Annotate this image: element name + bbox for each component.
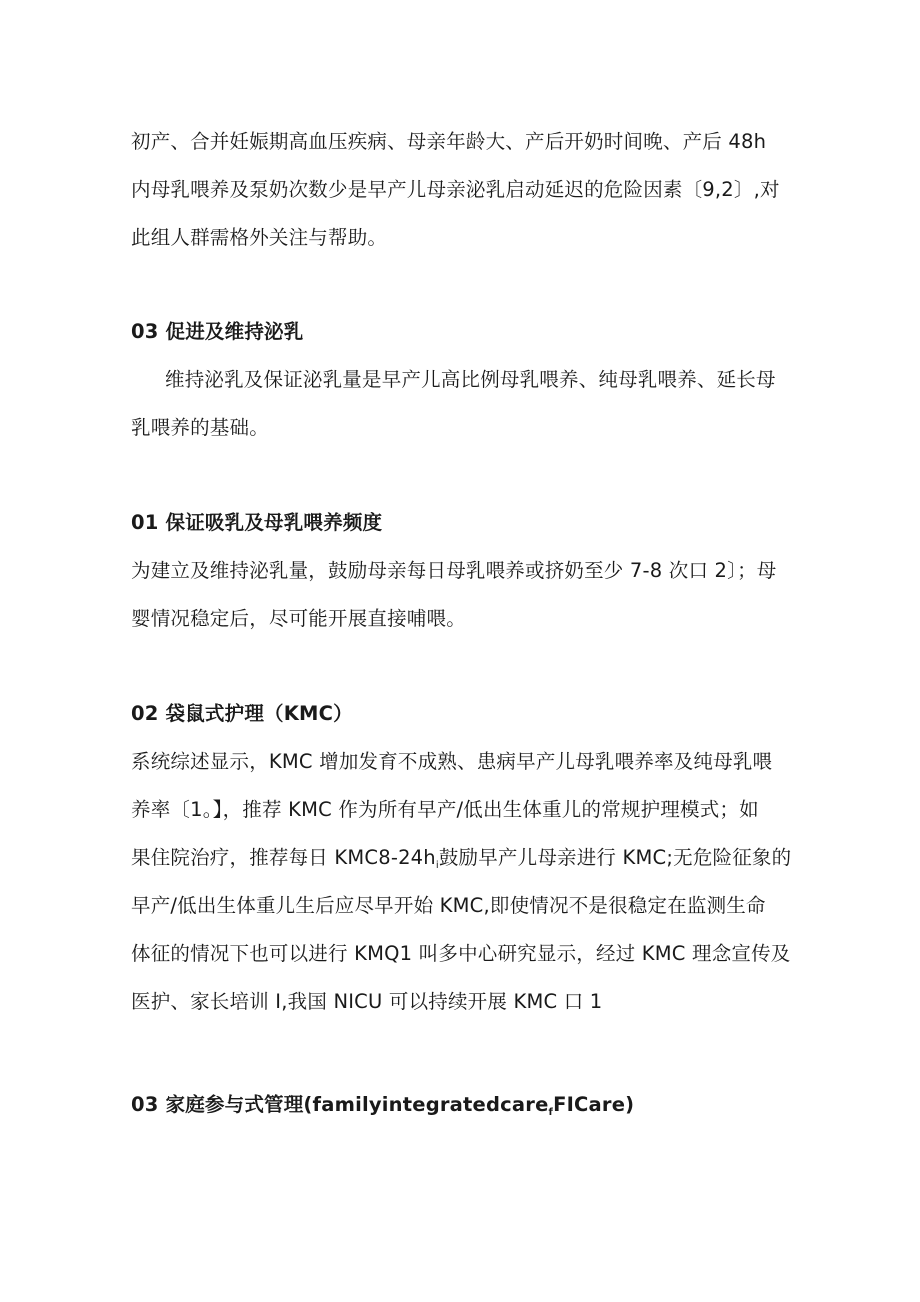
section-heading-feeding-frequency: 01 保证吸乳及母乳喂养频度	[131, 511, 383, 534]
family-heading-main: 03 家庭参与式管理(familyintegratedcare	[131, 1093, 549, 1116]
intro-line-1: 初产、合并妊娠期高血压疾病、母亲年龄大、产后开奶时间晚、产后 48h	[131, 130, 767, 153]
family-heading-tail: FICare)	[553, 1093, 635, 1116]
section-heading-kmc: 02 袋鼠式护理（KMC）	[131, 702, 353, 725]
kmc-line-3-part-a: 果住院治疗，推荐每日 KMC8-24h	[131, 846, 436, 869]
kmc-line-5: 体征的情况下也可以进行 KMQ1 叫多中心研究显示，经过 KMC 理念宣传及	[131, 942, 791, 965]
kmc-line-2: 养率〔1。】，推荐 KMC 作为所有早产/低出生体重儿的常规护理模式；如	[131, 798, 759, 821]
section-heading-promote-lactation: 03 促进及维持泌乳	[131, 320, 304, 343]
promote-line-1: 维持泌乳及保证泌乳量是早产儿高比例母乳喂养、纯母乳喂养、延长母	[165, 368, 776, 391]
section-heading-family-integrated-care	[131, 1091, 801, 1127]
frequency-line-1: 为建立及维持泌乳量，鼓励母亲每日母乳喂养或挤奶至少 7-8 次口 2〕；母	[131, 559, 777, 582]
kmc-line-3	[131, 844, 801, 880]
promote-line-2: 乳喂养的基础。	[131, 416, 269, 439]
kmc-line-6: 医护、家长培训 I,我国 NICU 可以持续开展 KMC 口 1	[131, 990, 603, 1013]
intro-line-2: 内母乳喂养及泵奶次数少是早产儿母亲泌乳启动延迟的危险因素〔9,2〕,对	[131, 178, 780, 201]
kmc-line-3-part-b: 鼓励早产儿母亲进行 KMC;无危险征象的	[438, 846, 792, 869]
kmc-line-4: 早产/低出生体重儿生后应尽早开始 KMC,即使情况不是很稳定在监测生命	[131, 894, 766, 917]
kmc-line-1: 系统综述显示，KMC 增加发育不成熟、患病早产儿母乳喂养率及纯母乳喂	[131, 750, 773, 773]
frequency-line-2: 婴情况稳定后，尽可能开展直接哺喂。	[131, 607, 466, 630]
intro-line-3: 此组人群需格外关注与帮助。	[131, 226, 388, 249]
kmc-line-3-subscript: i	[435, 860, 439, 871]
family-heading-subscript: f	[548, 1107, 554, 1118]
